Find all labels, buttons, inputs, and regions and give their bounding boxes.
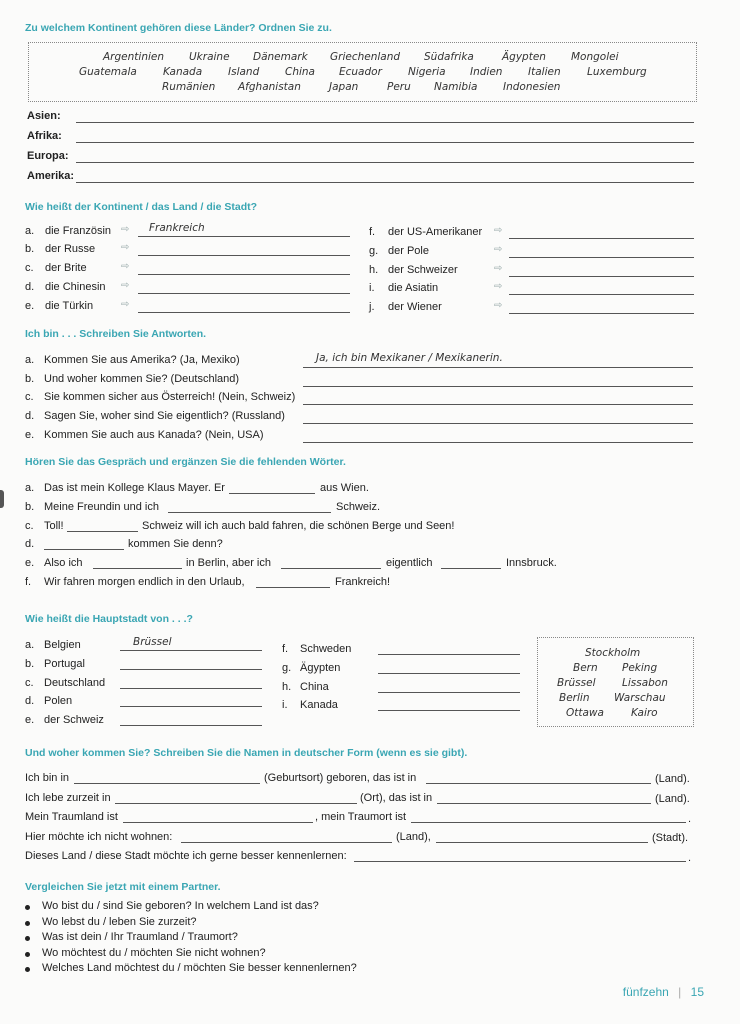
sentence-text: Mein Traumland ist bbox=[25, 811, 118, 823]
item-text: Wir fahren morgen endlich in den Urlaub, bbox=[44, 576, 245, 588]
item-text: Toll! bbox=[44, 520, 64, 532]
answer-line[interactable] bbox=[181, 842, 392, 843]
item-text: die Türkin bbox=[45, 300, 94, 312]
section-title-1: Zu welchem Kontinent gehören diese Länder? Ordnen Sie zu. bbox=[25, 22, 332, 34]
answer-line[interactable] bbox=[76, 162, 694, 163]
country-word: Japan bbox=[329, 81, 359, 93]
bullet-text: Wo lebst du / leben Sie zurzeit? bbox=[42, 916, 197, 928]
answer-line[interactable] bbox=[303, 367, 693, 368]
bullet-icon bbox=[25, 905, 30, 910]
bullet-icon bbox=[25, 936, 30, 941]
item-text: Innsbruck. bbox=[506, 557, 557, 569]
item-letter: i. bbox=[369, 282, 375, 294]
page-edge-marker bbox=[0, 490, 4, 508]
country-word: Guatemala bbox=[79, 66, 137, 78]
gap-line[interactable] bbox=[93, 568, 182, 569]
country-word: Argentinien bbox=[103, 51, 165, 63]
item-letter: b. bbox=[25, 243, 35, 255]
bullet-text: Was ist dein / Ihr Traumland / Traumort? bbox=[42, 931, 238, 943]
city-word: Stockholm bbox=[585, 647, 641, 659]
item-letter: e. bbox=[25, 429, 35, 441]
answer-line[interactable] bbox=[138, 312, 350, 313]
country-word: Ecuador bbox=[339, 66, 382, 78]
item-text: Schweden bbox=[300, 643, 352, 655]
sentence-text: (Ort), das ist in bbox=[360, 792, 433, 804]
item-letter: d. bbox=[25, 538, 35, 550]
section-title-3: Ich bin . . . Schreiben Sie Antworten. bbox=[25, 328, 207, 340]
arrow-icon: ⇨ bbox=[494, 300, 503, 311]
answer-line[interactable] bbox=[76, 122, 694, 123]
country-word: Afghanistan bbox=[238, 81, 301, 93]
city-word: Peking bbox=[622, 662, 658, 674]
sentence-text: Hier möchte ich nicht wohnen: bbox=[25, 831, 173, 843]
bullet-icon bbox=[25, 967, 30, 972]
item-letter: g. bbox=[369, 245, 379, 257]
item-text: Frankreich! bbox=[335, 576, 391, 588]
arrow-icon: ⇨ bbox=[494, 244, 503, 255]
item-letter: f. bbox=[369, 226, 376, 238]
city-word: Berlin bbox=[559, 692, 590, 704]
item-text: Kommen Sie aus Amerika? (Ja, Mexiko) bbox=[44, 354, 240, 366]
answer-line[interactable] bbox=[303, 423, 693, 424]
item-text: eigentlich bbox=[386, 557, 433, 569]
country-word: Ägypten bbox=[502, 51, 546, 63]
item-text: Portugal bbox=[44, 658, 85, 670]
item-letter: d. bbox=[25, 281, 35, 293]
bullet-text: Wo bist du / sind Sie geboren? In welchem Land ist das? bbox=[42, 900, 319, 912]
item-letter: a. bbox=[25, 482, 35, 494]
item-letter: c. bbox=[25, 391, 34, 403]
arrow-icon: ⇨ bbox=[121, 242, 130, 253]
arrow-icon: ⇨ bbox=[494, 263, 503, 274]
arrow-icon: ⇨ bbox=[121, 280, 130, 291]
gap-line[interactable] bbox=[441, 568, 501, 569]
item-letter: c. bbox=[25, 677, 34, 689]
answer-line[interactable] bbox=[509, 257, 694, 258]
page-number: 15 bbox=[690, 985, 704, 999]
item-text: der US-Amerikaner bbox=[388, 226, 483, 238]
country-word: Dänemark bbox=[253, 51, 308, 63]
item-letter: b. bbox=[25, 658, 35, 670]
answer-line[interactable] bbox=[120, 706, 262, 707]
bullet-text: Wo möchtest du / möchten Sie nicht wohnen? bbox=[42, 947, 266, 959]
sentence-text: Dieses Land / diese Stadt möchte ich gerne besser kennenlernen: bbox=[25, 850, 347, 862]
item-letter: h. bbox=[282, 681, 292, 693]
continent-label-europa: Europa: bbox=[27, 150, 69, 162]
answer-line[interactable] bbox=[509, 313, 694, 314]
item-text: die Französin bbox=[45, 225, 112, 237]
answer-line[interactable] bbox=[138, 255, 350, 256]
sentence-text: . bbox=[688, 813, 692, 825]
answer-line[interactable] bbox=[378, 710, 520, 711]
country-word: Luxemburg bbox=[587, 66, 647, 78]
item-text: der Wiener bbox=[388, 301, 442, 313]
arrow-icon: ⇨ bbox=[121, 224, 130, 235]
item-text: China bbox=[300, 681, 329, 693]
continent-label-amerika: Amerika: bbox=[27, 170, 75, 182]
answer-line[interactable] bbox=[509, 294, 694, 295]
answer-line[interactable] bbox=[378, 673, 520, 674]
item-text: Das ist mein Kollege Klaus Mayer. Er bbox=[44, 482, 225, 494]
item-letter: f. bbox=[25, 576, 32, 588]
page-number-word: fünfzehn bbox=[622, 985, 669, 999]
arrow-icon: ⇨ bbox=[121, 299, 130, 310]
sentence-text: Ich lebe zurzeit in bbox=[25, 792, 111, 804]
item-text: Kanada bbox=[300, 699, 338, 711]
answer-line[interactable] bbox=[509, 238, 694, 239]
arrow-icon: ⇨ bbox=[121, 261, 130, 272]
item-letter: b. bbox=[25, 373, 35, 385]
item-letter: i. bbox=[282, 699, 288, 711]
country-word: Mongolei bbox=[571, 51, 619, 63]
item-letter: d. bbox=[25, 410, 35, 422]
item-letter: g. bbox=[282, 662, 292, 674]
answer-line[interactable] bbox=[509, 276, 694, 277]
country-word: Island bbox=[228, 66, 260, 78]
country-word: Nigeria bbox=[408, 66, 446, 78]
bullet-text: Welches Land möchtest du / möchten Sie besser kennenlernen? bbox=[42, 962, 357, 974]
footer-separator: | bbox=[678, 985, 682, 999]
answer-line[interactable] bbox=[378, 654, 520, 655]
city-word: Ottawa bbox=[566, 707, 604, 719]
country-word: Griechenland bbox=[330, 51, 401, 63]
answer-line[interactable] bbox=[437, 803, 651, 804]
item-letter: a. bbox=[25, 639, 35, 651]
item-text: Sagen Sie, woher sind Sie eigentlich? (Russland) bbox=[44, 410, 285, 422]
answer-line[interactable] bbox=[138, 236, 350, 237]
answer-line[interactable] bbox=[120, 688, 262, 689]
bullet-icon bbox=[25, 921, 30, 926]
answer-line[interactable] bbox=[411, 822, 686, 823]
answer-line[interactable] bbox=[120, 669, 262, 670]
arrow-icon: ⇨ bbox=[494, 281, 503, 292]
city-word: Kairo bbox=[631, 707, 658, 719]
item-text: Belgien bbox=[44, 639, 81, 651]
item-text: Meine Freundin und ich bbox=[44, 501, 159, 513]
section-title-6: Und woher kommen Sie? Schreiben Sie die Namen in deutscher Form (wenn es sie gibt). bbox=[25, 747, 468, 759]
country-word: Peru bbox=[387, 81, 411, 93]
item-text: Deutschland bbox=[44, 677, 106, 689]
answer-line[interactable] bbox=[123, 822, 313, 823]
continent-label-asien: Asien: bbox=[27, 110, 61, 122]
item-text: die Chinesin bbox=[45, 281, 106, 293]
item-letter: a. bbox=[25, 225, 35, 237]
sentence-text: (Land), bbox=[396, 831, 431, 843]
sentence-text: (Geburtsort) geboren, das ist in bbox=[264, 772, 417, 784]
item-letter: c. bbox=[25, 262, 34, 274]
answer-line[interactable] bbox=[115, 803, 357, 804]
item-text: Polen bbox=[44, 695, 73, 707]
item-text: in Berlin, aber ich bbox=[186, 557, 271, 569]
sentence-text: Ich bin in bbox=[25, 772, 70, 784]
item-letter: h. bbox=[369, 264, 379, 276]
item-text: Sie kommen sicher aus Österreich! (Nein, Schweiz) bbox=[44, 391, 296, 403]
item-text: kommen Sie denn? bbox=[128, 538, 223, 550]
country-word: Rumänien bbox=[162, 81, 216, 93]
item-letter: d. bbox=[25, 695, 35, 707]
gap-line[interactable] bbox=[256, 587, 330, 588]
continent-label-afrika: Afrika: bbox=[27, 130, 62, 142]
sentence-text: . bbox=[688, 852, 692, 864]
bullet-icon bbox=[25, 952, 30, 957]
gap-line[interactable] bbox=[281, 568, 381, 569]
city-word: Bern bbox=[573, 662, 598, 674]
city-word: Warschau bbox=[614, 692, 666, 704]
item-text: aus Wien. bbox=[320, 482, 369, 494]
country-word: Indien bbox=[470, 66, 503, 78]
country-word: Italien bbox=[528, 66, 561, 78]
section-title-4: Hören Sie das Gespräch und ergänzen Sie die fehlenden Wörter. bbox=[25, 456, 346, 468]
item-text: Schweiz will ich auch bald fahren, die schönen Berge und Seen! bbox=[142, 520, 455, 532]
gap-line[interactable] bbox=[168, 512, 331, 513]
handwritten-answer: Ja, ich bin Mexikaner / Mexikanerin. bbox=[316, 352, 503, 364]
country-word: Südafrika bbox=[424, 51, 474, 63]
item-letter: a. bbox=[25, 354, 35, 366]
arrow-icon: ⇨ bbox=[494, 225, 503, 236]
item-letter: j. bbox=[369, 301, 375, 313]
section-title-5: Wie heißt die Hauptstadt von . . .? bbox=[25, 613, 193, 625]
item-text: die Asiatin bbox=[388, 282, 439, 294]
country-word: Indonesien bbox=[503, 81, 561, 93]
handwritten-answer: Frankreich bbox=[149, 222, 205, 234]
sentence-text: (Land). bbox=[655, 773, 690, 785]
item-letter: f. bbox=[282, 643, 289, 655]
item-letter: c. bbox=[25, 520, 34, 532]
item-letter: e. bbox=[25, 714, 35, 726]
gap-line[interactable] bbox=[44, 549, 124, 550]
country-word: China bbox=[285, 66, 315, 78]
country-word: Ukraine bbox=[189, 51, 230, 63]
answer-line[interactable] bbox=[303, 386, 693, 387]
sentence-text: , mein Traumort ist bbox=[315, 811, 407, 823]
answer-line[interactable] bbox=[74, 783, 260, 784]
answer-line[interactable] bbox=[303, 442, 693, 443]
answer-line[interactable] bbox=[378, 692, 520, 693]
city-word: Brüssel bbox=[557, 677, 596, 689]
page-footer bbox=[623, 985, 704, 999]
section-title-7: Vergleichen Sie jetzt mit einem Partner. bbox=[25, 881, 221, 893]
item-text: Kommen Sie auch aus Kanada? (Nein, USA) bbox=[44, 429, 264, 441]
section-title-2: Wie heißt der Kontinent / das Land / die Stadt? bbox=[25, 201, 258, 213]
answer-line[interactable] bbox=[76, 182, 694, 183]
item-text: Also ich bbox=[44, 557, 83, 569]
item-text: der Schweizer bbox=[388, 264, 458, 276]
country-word: Namibia bbox=[434, 81, 478, 93]
answer-line[interactable] bbox=[138, 274, 350, 275]
answer-line[interactable] bbox=[426, 783, 651, 784]
item-text: Ägypten bbox=[300, 662, 341, 674]
sentence-text: (Stadt). bbox=[652, 832, 689, 844]
answer-line[interactable] bbox=[303, 404, 693, 405]
answer-line[interactable] bbox=[436, 842, 648, 843]
answer-line[interactable] bbox=[120, 650, 262, 651]
item-text: der Brite bbox=[45, 262, 87, 274]
item-letter: e. bbox=[25, 300, 35, 312]
item-text: Und woher kommen Sie? (Deutschland) bbox=[44, 373, 240, 385]
answer-line[interactable] bbox=[76, 142, 694, 143]
item-text: Schweiz. bbox=[336, 501, 381, 513]
gap-line[interactable] bbox=[229, 493, 315, 494]
gap-line[interactable] bbox=[67, 531, 138, 532]
item-letter: e. bbox=[25, 557, 35, 569]
city-word: Lissabon bbox=[622, 677, 668, 689]
country-word: Kanada bbox=[163, 66, 203, 78]
sentence-text: (Land). bbox=[655, 793, 690, 805]
item-text: der Pole bbox=[388, 245, 429, 257]
answer-line[interactable] bbox=[354, 861, 686, 862]
answer-line[interactable] bbox=[138, 293, 350, 294]
item-text: der Russe bbox=[45, 243, 96, 255]
item-letter: b. bbox=[25, 501, 35, 513]
handwritten-answer: Brüssel bbox=[133, 636, 172, 648]
item-text: der Schweiz bbox=[44, 714, 104, 726]
answer-line[interactable] bbox=[120, 725, 262, 726]
